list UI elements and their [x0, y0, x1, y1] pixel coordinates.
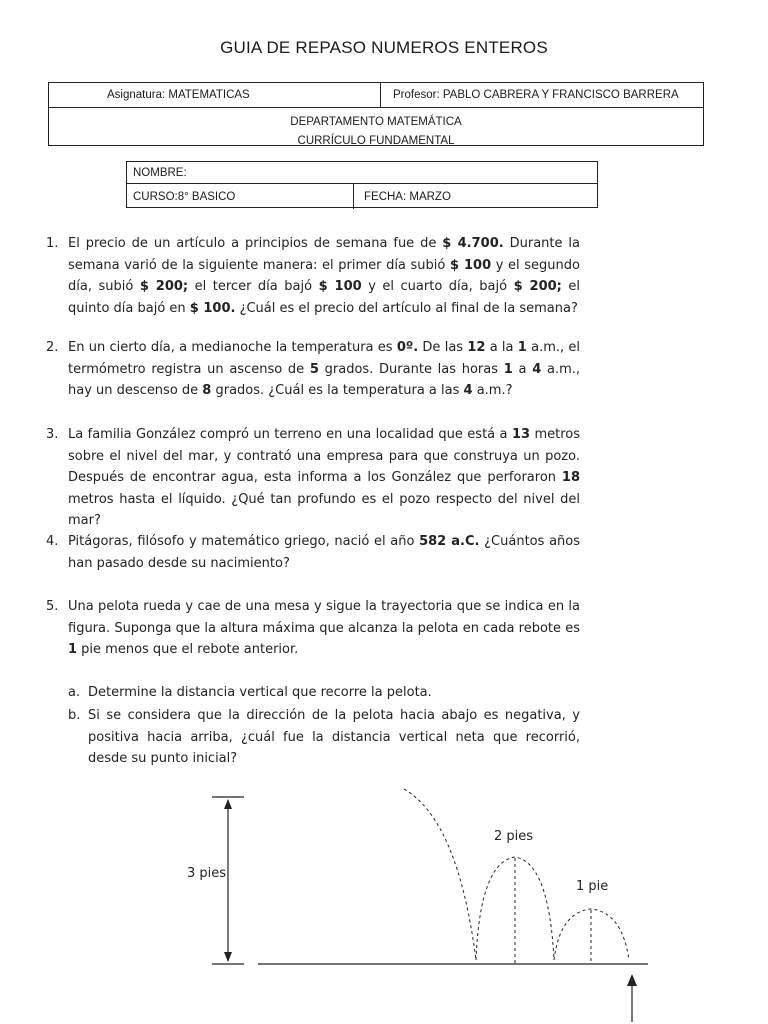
subquestion-b: [68, 705, 580, 770]
date-cell: FECHA: MARZO: [364, 190, 451, 203]
arrow-up-icon: [224, 799, 232, 809]
course-header-table: [48, 82, 704, 146]
question-number: 5.: [46, 599, 59, 614]
question-4: [46, 531, 580, 574]
subject-cell: Asignatura: MATEMATICAS: [49, 83, 381, 107]
question-number: 3.: [46, 427, 59, 442]
question-text: El precio de un artículo a principios de semana fue de $ 4.700. Durante la semana varió de la siguiente manera: el primer día subió $ 100 y el segundo día, subió $ 200; el tercer día bajó $ 100 y el cuarto día, bajó $ 200; el quinto día bajó en $ 100. ¿Cuál es el precio del artículo al final de la semana?: [68, 236, 581, 316]
student-info-table: [126, 161, 598, 208]
question-text: La familia González compró un terreno en una localidad que está a 13 metros sobre el nivel del mar, y contrató una empresa para que construya un pozo. Después de encontrar agua, esta informa a los González que perforaron 18 metros hasta el líquido. ¿Qué tan profundo es el pozo respecto del nivel del mar?: [68, 427, 580, 528]
course-cell: CURSO:8° BASICO: [127, 184, 354, 209]
question-2: [46, 337, 580, 402]
department-label: DEPARTAMENTO MATEMÁTICA: [290, 116, 462, 128]
curriculum-label: CURRÍCULO FUNDAMENTAL: [297, 135, 455, 147]
question-text: Una pelota rueda y cae de una mesa y sigue la trayectoria que se indica en la figura. Suponga que la altura máxima que alcanza la pelota en cada rebote es 1 pie menos que el rebote anterior.: [68, 599, 580, 657]
bouncing-ball-figure: [0, 780, 768, 1024]
page-title: GUIA DE REPASO NUMEROS ENTEROS: [220, 38, 548, 57]
falling-trajectory: [404, 789, 476, 960]
label-1-pie: 1 pie: [576, 879, 609, 894]
question-text: Pitágoras, filósofo y matemático griego, nació el año 582 a.C. ¿Cuántos años han pasado desde su nacimiento?: [68, 534, 580, 571]
question-1: [46, 233, 580, 319]
question-number: 2.: [46, 340, 59, 355]
name-field[interactable]: NOMBRE:: [127, 162, 597, 184]
question-number: 4.: [46, 534, 59, 549]
question-5: [46, 596, 580, 661]
arrow-down-icon: [224, 952, 232, 962]
subquestion-text: Determine la distancia vertical que recorre la pelota.: [88, 685, 432, 700]
label-2-pies: 2 pies: [494, 829, 534, 844]
question-3: [46, 424, 580, 532]
question-number: 1.: [46, 236, 59, 251]
teacher-cell: Profesor: PABLO CABRERA Y FRANCISCO BARRERA: [393, 89, 679, 101]
question-text: En un cierto día, a medianoche la temperatura es 0º. De las 12 a la 1 a.m., el termómetro registra un ascenso de 5 grados. Durante las horas 1 a 4 a.m., hay un descenso de 8 grados. ¿Cuál es la temperatura a las 4 a.m.?: [68, 340, 581, 398]
end-arrow-icon: [627, 974, 637, 986]
subquestion-a: [68, 682, 580, 704]
subquestion-letter: a.: [68, 685, 81, 700]
label-3-pies: 3 pies: [187, 866, 227, 881]
subquestion-text: Si se considera que la dirección de la pelota hacia abajo es negativa, y positiva hacia arriba, ¿cuál fue la distancia vertical neta que recorrió, desde su punto inicial?: [88, 708, 580, 766]
subquestion-letter: b.: [68, 708, 81, 723]
